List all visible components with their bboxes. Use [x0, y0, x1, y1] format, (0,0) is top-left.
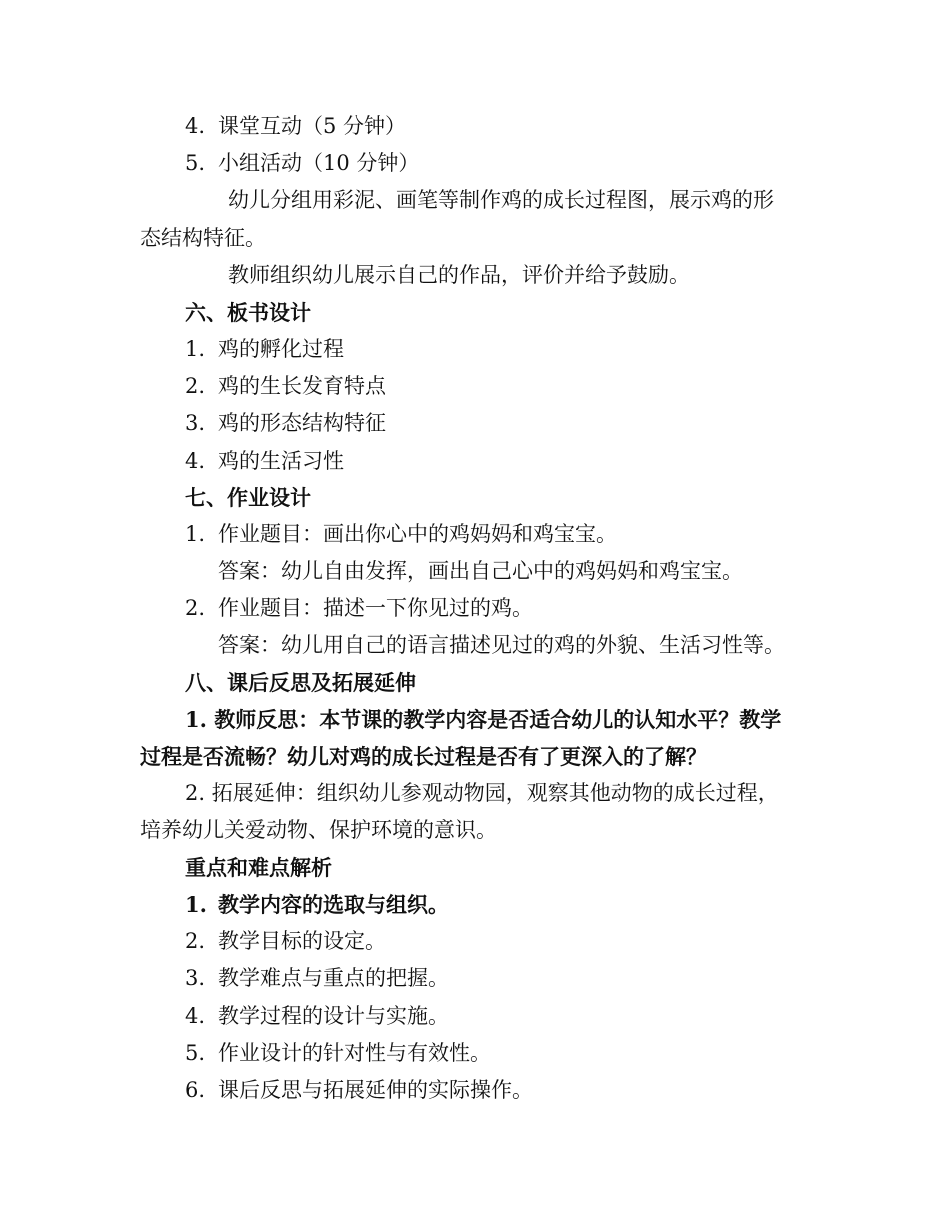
- list-number: 5.: [185, 1041, 206, 1065]
- paragraph-text: 教师组织幼儿展示自己的作品，评价并给予鼓励。: [228, 263, 690, 287]
- paragraph-line: [0, 738, 950, 775]
- list-text: 教学内容的选取与组织。: [218, 892, 449, 917]
- list-item: [0, 1072, 950, 1109]
- list-number: 1.: [185, 522, 206, 546]
- list-number: 6.: [185, 1078, 206, 1102]
- list-text: 课堂互动（5 分钟）: [218, 114, 407, 138]
- list-item: [0, 368, 950, 405]
- section-heading: [0, 849, 950, 886]
- list-number: 3.: [185, 966, 206, 990]
- list-number: 4.: [185, 449, 206, 473]
- list-number: 1.: [185, 892, 207, 917]
- paragraph-line: [0, 182, 950, 219]
- list-number: 4.: [185, 114, 206, 138]
- list-item: [0, 516, 950, 553]
- list-text: 鸡的孵化过程: [218, 337, 344, 361]
- paragraph-line: [0, 257, 950, 294]
- paragraph-line: [0, 775, 950, 812]
- list-text: 作业题目：描述一下你见过的鸡。: [218, 596, 533, 620]
- list-text: 作业题目：画出你心中的鸡妈妈和鸡宝宝。: [218, 522, 617, 546]
- paragraph-text: 2. 拓展延伸：组织幼儿参观动物园，观察其他动物的成长过程，: [185, 781, 779, 805]
- list-item: [0, 886, 950, 923]
- list-number: 1.: [185, 337, 206, 361]
- list-number: 2.: [185, 596, 206, 620]
- list-item: [0, 405, 950, 442]
- paragraph-text: 1. 教师反思：本节课的教学内容是否适合幼儿的认知水平？教学: [185, 707, 782, 732]
- heading-text: 八、课后反思及拓展延伸: [185, 670, 416, 695]
- list-number: 3.: [185, 411, 206, 435]
- paragraph-line: [0, 701, 950, 738]
- list-text: 教学过程的设计与实施。: [218, 1004, 449, 1028]
- list-text: 小组活动（10 分钟）: [218, 151, 420, 175]
- list-item: [0, 108, 950, 145]
- paragraph-line: [0, 812, 950, 849]
- list-text: 鸡的生活习性: [218, 449, 344, 473]
- list-number: 2.: [185, 929, 206, 953]
- list-item: [0, 590, 950, 627]
- paragraph-text: 态结构特征。: [140, 226, 266, 250]
- list-number: 2.: [185, 374, 206, 398]
- answer-text: 答案：幼儿用自己的语言描述见过的鸡的外貌、生活习性等。: [218, 633, 785, 657]
- heading-text: 重点和难点解析: [185, 855, 332, 880]
- list-text: 教学难点与重点的把握。: [218, 966, 449, 990]
- heading-text: 七、作业设计: [185, 485, 311, 510]
- paragraph-line: [0, 220, 950, 257]
- paragraph-text: 过程是否流畅？幼儿对鸡的成长过程是否有了更深入的了解？: [140, 744, 707, 769]
- paragraph-text: 幼儿分组用彩泥、画笔等制作鸡的成长过程图，展示鸡的形: [228, 188, 774, 212]
- list-text: 教学目标的设定。: [218, 929, 386, 953]
- section-heading: [0, 479, 950, 516]
- list-item: [0, 443, 950, 480]
- section-heading: [0, 294, 950, 331]
- answer-line: [0, 553, 950, 590]
- list-item: [0, 1035, 950, 1072]
- list-item: [0, 923, 950, 960]
- list-item: [0, 331, 950, 368]
- list-number: 4.: [185, 1004, 206, 1028]
- list-text: 作业设计的针对性与有效性。: [218, 1041, 491, 1065]
- list-item: [0, 960, 950, 997]
- section-heading: [0, 664, 950, 701]
- list-number: 5.: [185, 151, 206, 175]
- list-item: [0, 145, 950, 182]
- heading-text: 六、板书设计: [185, 300, 311, 325]
- answer-text: 答案：幼儿自由发挥，画出自己心中的鸡妈妈和鸡宝宝。: [218, 559, 743, 583]
- list-item: [0, 998, 950, 1035]
- list-text: 课后反思与拓展延伸的实际操作。: [218, 1078, 533, 1102]
- paragraph-text: 培养幼儿关爱动物、保护环境的意识。: [140, 818, 497, 842]
- answer-line: [0, 627, 950, 664]
- list-text: 鸡的生长发育特点: [218, 374, 386, 398]
- list-text: 鸡的形态结构特征: [218, 411, 386, 435]
